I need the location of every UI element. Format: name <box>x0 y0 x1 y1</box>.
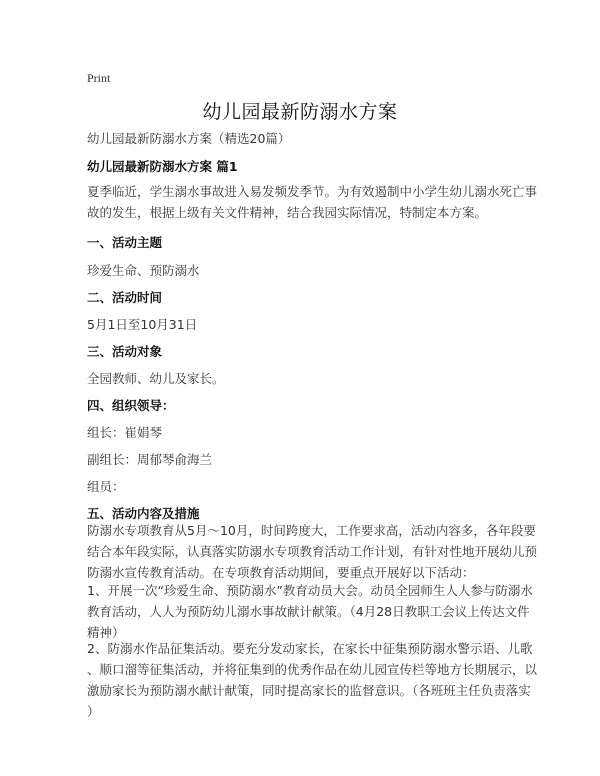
section-heading-measures: 五、活动内容及措施 <box>87 506 200 521</box>
intro-line-1: 夏季临近，学生溺水事故进入易发频发季节。为有效遏制中小学生幼儿溺水死亡事 <box>87 184 538 199</box>
measure-1-line-2: 教育活动，人人为预防幼儿溺水事故献计献策。（4月28日教职工会议上传达文件 <box>87 604 530 619</box>
measure-2-line-4: ） <box>87 704 100 719</box>
deputy-leader-line: 副组长：周郁琴俞海兰 <box>87 452 213 467</box>
section-body-theme: 珍爱生命、预防溺水 <box>87 263 200 278</box>
document-title: 幼儿园最新防溺水方案 <box>202 101 398 123</box>
measure-2-line-2: 、顺口溜等征集活动，并将征集到的优秀作品在幼儿园宣传栏等地方长期展示，以 <box>87 662 538 677</box>
section-heading-theme: 一、活动主题 <box>87 235 163 250</box>
measure-1-line-3: 精神） <box>87 625 125 640</box>
section-heading-time: 二、活动时间 <box>87 290 163 305</box>
print-label[interactable]: Print <box>87 71 111 85</box>
section-body-time: 5月1日至10月31日 <box>87 317 198 332</box>
intro-line-2: 故的发生，根据上级有关文件精神，结合我园实际情况，特制定本方案。 <box>87 205 488 220</box>
document-subtitle: 幼儿园最新防溺水方案（精选20篇） <box>87 131 291 146</box>
measures-intro-line-3: 防溺水宣传教育活动。在专项教育活动期间，要重点开展好以下活动： <box>87 565 475 580</box>
leader-line: 组长：崔娟琴 <box>87 425 163 440</box>
measure-2-line-3: 激励家长为预防溺水献计献策，同时提高家长的监督意识。（各班班主任负责落实 <box>87 683 531 698</box>
measure-2-line-1: 2、防溺水作品征集活动。要充分发动家长，在家长中征集预防溺水警示语、儿歌 <box>87 641 533 656</box>
members-line: 组员： <box>87 479 125 494</box>
section-heading-leadership: 四、组织领导： <box>87 398 175 413</box>
measures-intro-line-2: 结合本年段实际，认真落实防溺水专项教育活动工作计划，有针对性地开展幼儿预 <box>87 544 538 559</box>
section-heading-target: 三、活动对象 <box>87 344 163 359</box>
article-heading: 幼儿园最新防溺水方案 篇1 <box>87 159 238 174</box>
measure-1-line-1: 1、开展一次“珍爱生命、预防溺水”教育动员大会。动员全园师生人人参与防溺水 <box>87 583 533 598</box>
measures-intro-line-1: 防溺水专项教育从5月～10月，时间跨度大，工作要求高，活动内容多，各年段要 <box>87 523 536 538</box>
section-body-target: 全园教师、幼儿及家长。 <box>87 371 225 386</box>
